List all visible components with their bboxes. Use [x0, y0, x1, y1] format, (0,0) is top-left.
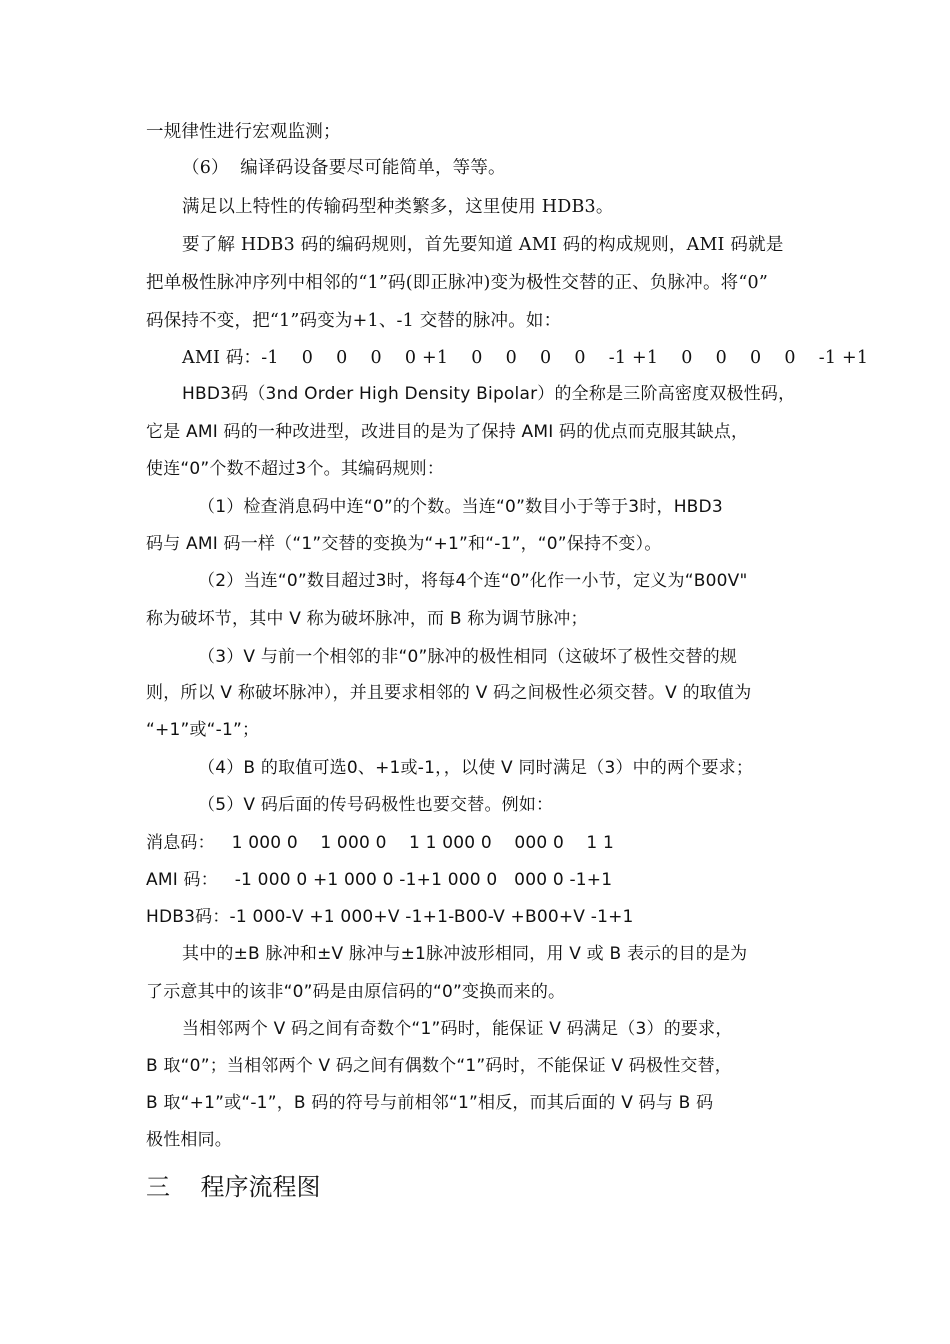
text-line: 它是 AMI 码的一种改进型，改进目的是为了保持 AMI 码的优点而克服其缺点，: [146, 422, 749, 442]
text-line: 极性相同。: [146, 1130, 232, 1150]
text-line: 码与 AMI 码一样（“1”交替的变换为“+1”和“-1”，“0”保持不变）。: [146, 534, 662, 554]
text-line: （4）B 的取值可选0、+1或-1，，以使 V 同时满足（3）中的两个要求；: [198, 758, 754, 778]
text-line: （6） 编译码设备要尽可能简单，等等。: [182, 158, 506, 178]
text-line: （1）检查消息码中连“0”的个数。当连“0”数目小于等于3时，HBD3: [198, 497, 723, 517]
text-line: HDB3码：-1 000-V +1 000+V -1+1-B00-V +B00+V -1+1: [146, 907, 634, 927]
text-line: HBD3码（3nd Order High Density Bipolar）的全称是三阶高密度双极性码，: [182, 384, 796, 404]
text-line: 了示意其中的该非“0”码是由原信码的“0”变换而来的。: [146, 982, 566, 1002]
text-line: 把单极性脉冲序列中相邻的“1”码(即正脉冲)变为极性交替的正、负脉冲。将“0”: [146, 273, 769, 293]
text-line: 使连“0”个数不超过3个。其编码规则：: [146, 459, 445, 479]
text-line: 一规律性进行宏观监测；: [146, 122, 341, 142]
text-line: 满足以上特性的传输码型种类繁多，这里使用 HDB3。: [182, 197, 614, 217]
text-line: 要了解 HDB3 码的编码规则，首先要知道 AMI 码的构成规则，AMI 码就是: [182, 235, 784, 255]
text-line: （5）V 码后面的传号码极性也要交替。例如：: [198, 795, 554, 815]
text-line: 码保持不变，把“1”码变为+1、-1 交替的脉冲。如：: [146, 311, 562, 331]
text-line: “+1”或“-1”；: [146, 720, 260, 740]
text-line: 当相邻两个 V 码之间有奇数个“1”码时，能保证 V 码满足（3）的要求，: [182, 1019, 733, 1039]
text-line: AMI 码：-1 0 0 0 0 +1 0 0 0 0 -1 +1 0 0 0 0 -1 +1: [182, 348, 869, 368]
text-line: 称为破坏节，其中 V 称为破坏脉冲，而 B 称为调节脉冲；: [146, 609, 588, 629]
text-line: B 取“+1”或“-1”，B 码的符号与前相邻“1”相反，而其后面的 V 码与 B 码: [146, 1093, 714, 1113]
text-line: （2）当连“0”数目超过3时，将每4个连“0”化作一小节，定义为“B00V": [198, 571, 748, 591]
text-line: （3）V 与前一个相邻的非“0”脉冲的极性相同（这破坏了极性交替的规: [198, 647, 738, 667]
text-line: AMI 码： -1 000 0 +1 000 0 -1+1 000 0 000 0 -1+1: [146, 870, 613, 890]
text-line: 则，所以 V 称破坏脉冲），并且要求相邻的 V 码之间极性必须交替。V 的取值为: [146, 683, 752, 703]
text-line: 其中的±B 脉冲和±V 脉冲与±1脉冲波形相同，用 V 或 B 表示的目的是为: [182, 944, 748, 964]
text-line: B 取“0”；当相邻两个 V 码之间有偶数个“1”码时，不能保证 V 码极性交替，: [146, 1056, 732, 1076]
text-line: 消息码： 1 000 0 1 000 0 1 1 000 0 000 0 1 1: [146, 833, 615, 853]
section-heading: 三 程序流程图: [146, 1173, 321, 1201]
